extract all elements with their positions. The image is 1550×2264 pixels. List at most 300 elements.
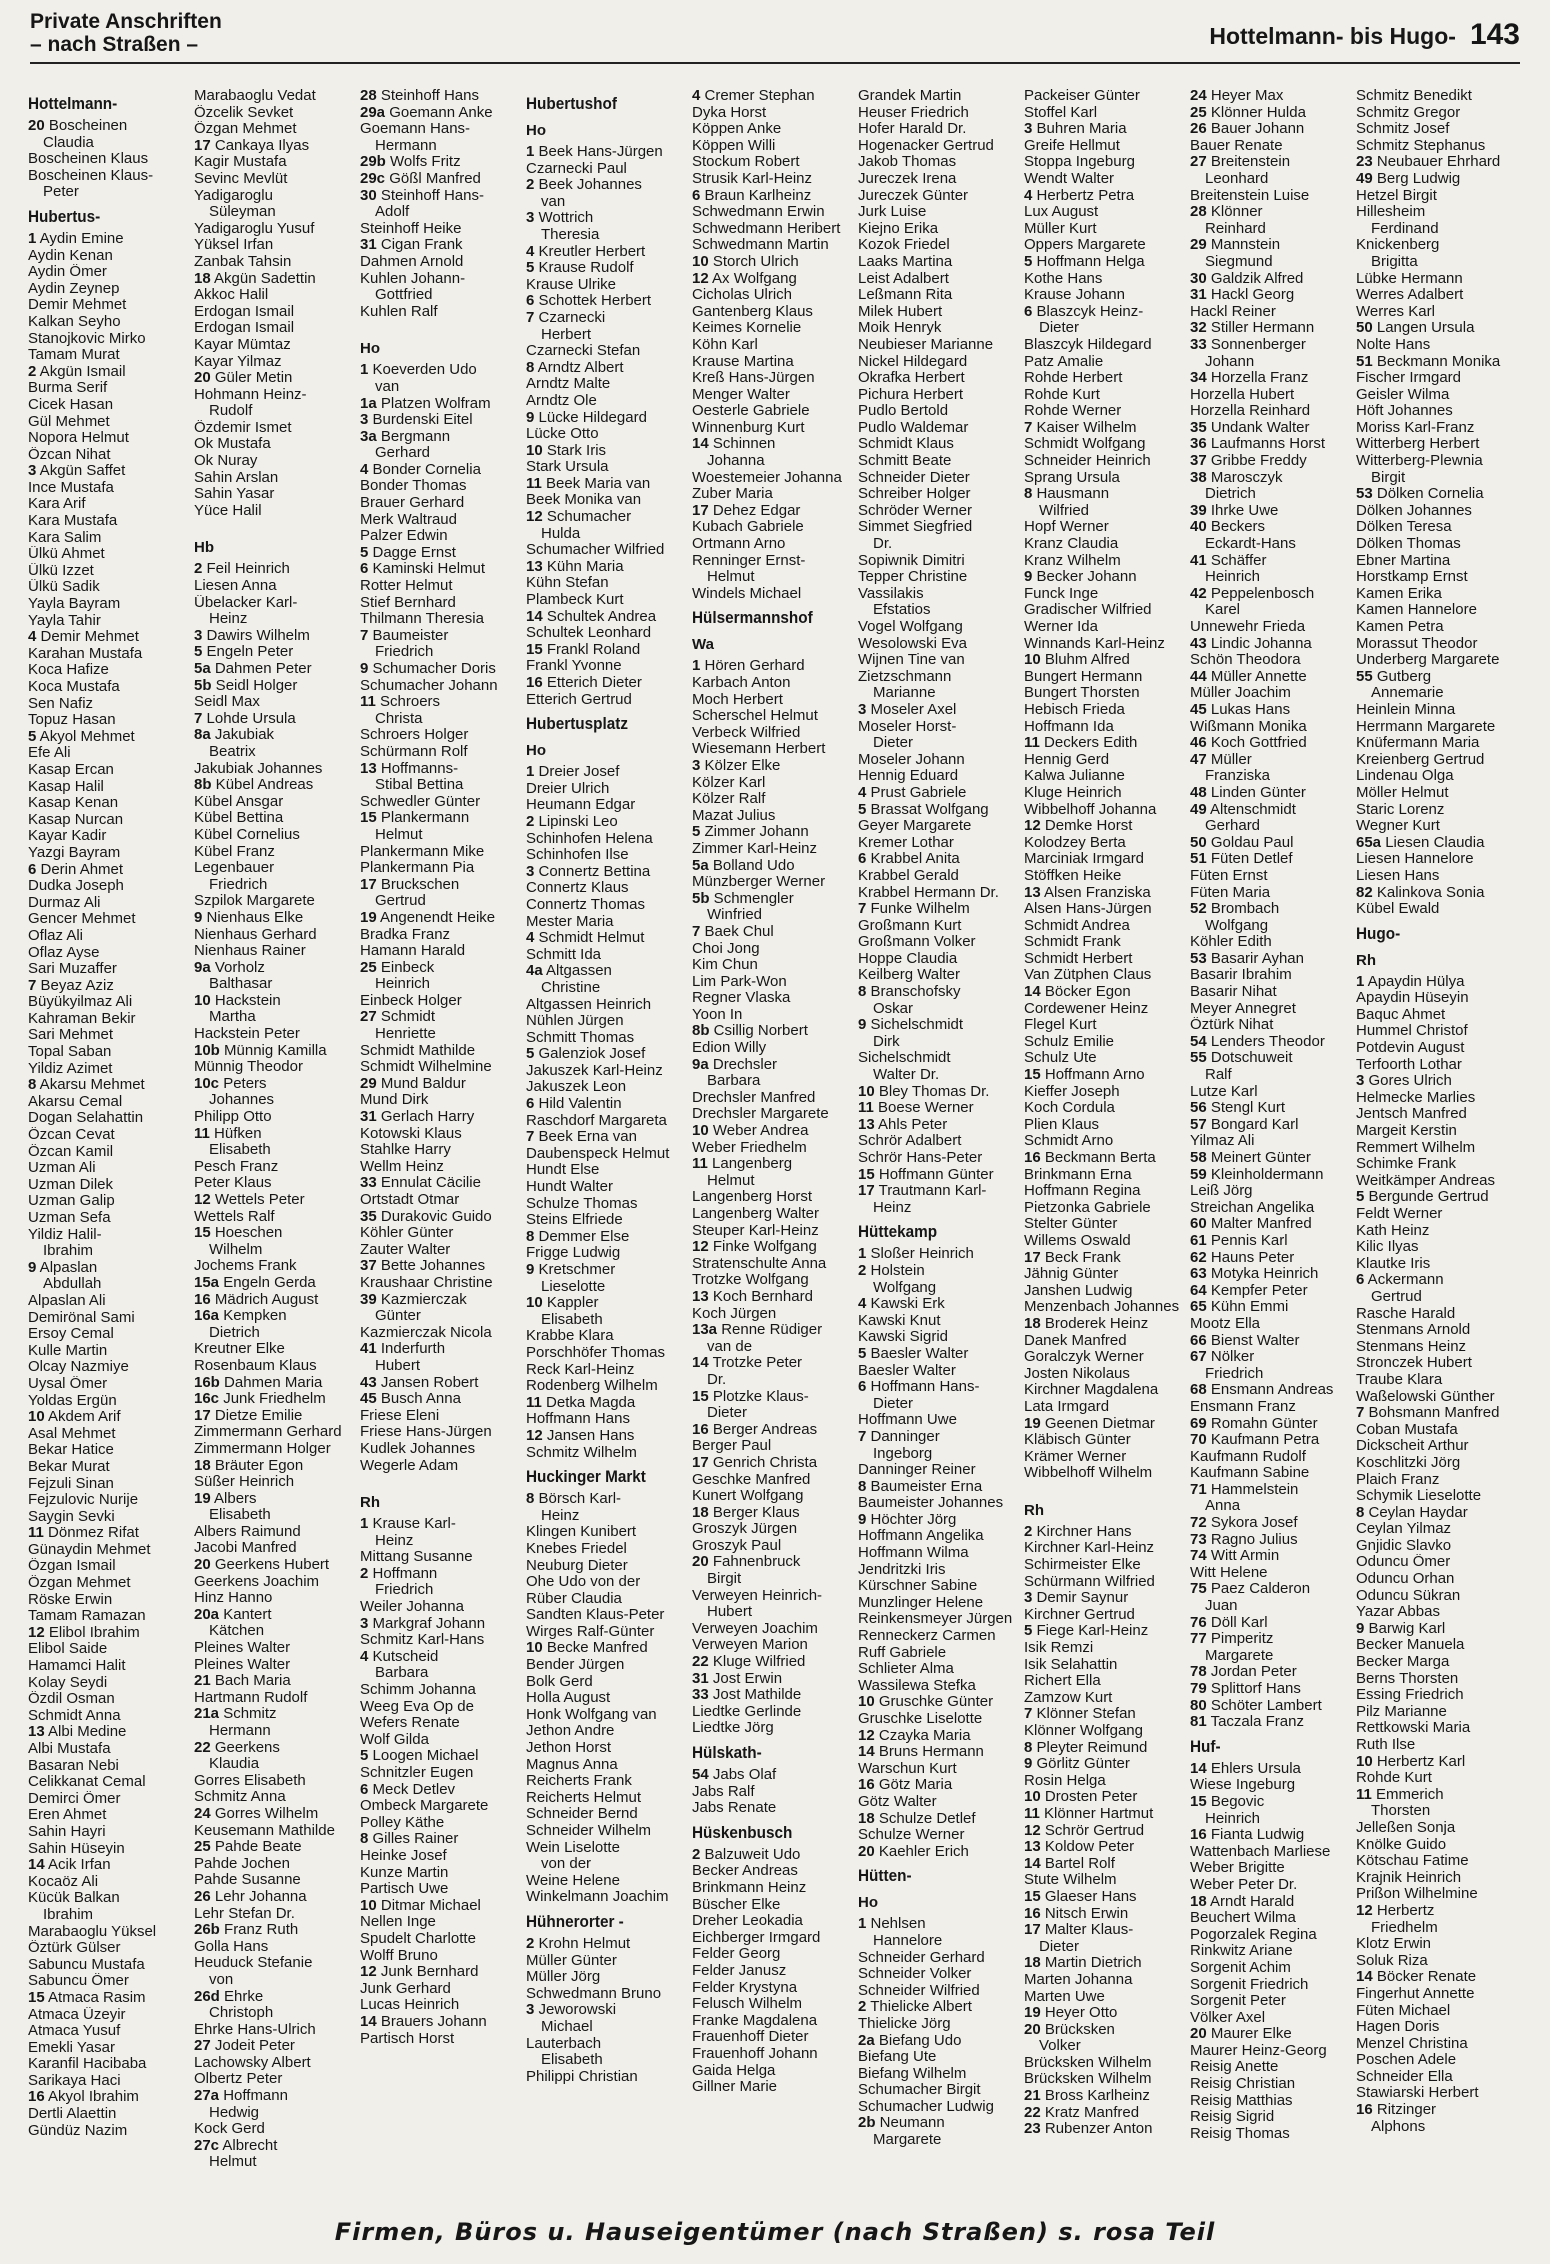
resident-entry: [1190, 851, 1352, 868]
resident-entry: Hennig Eduard: [858, 768, 959, 785]
resident-entry: Fejzuli Sinan: [28, 1475, 114, 1492]
resident-entry: [1024, 1150, 1186, 1167]
resident-entry: [360, 761, 522, 778]
resident-entry: Vassilakis: [858, 585, 924, 602]
entry-continuation: Theresia: [541, 226, 600, 243]
resident-entry: Dreher Leokadia: [692, 1913, 803, 1930]
resident-entry: Holla August: [526, 1690, 611, 1707]
resident-entry: Kübel Ewald: [1356, 901, 1440, 918]
house-number: 66: [1190, 1332, 1207, 1349]
resident-name: Akgün Ismail: [36, 363, 126, 380]
resident-entry: Kiejno Erika: [858, 220, 939, 237]
resident-entry: Funck Inge: [1024, 585, 1099, 602]
resident-entry: Ceylan Yilmaz: [1356, 1521, 1452, 1538]
resident-name: Kantert: [219, 1606, 272, 1623]
house-number: 51: [1190, 851, 1207, 868]
house-number: 9: [526, 1262, 535, 1278]
resident-entry: Grandek Martin: [858, 88, 962, 104]
resident-entry: [1024, 818, 1186, 835]
resident-entry: Kluge Heinrich: [1024, 784, 1122, 801]
resident-entry: Dölken Teresa: [1356, 519, 1452, 536]
resident-name: Burdenski Eitel: [368, 412, 473, 429]
resident-entry: Pichura Herbert: [858, 386, 964, 403]
resident-entry: Simmet Siegfried: [858, 519, 973, 536]
resident-entry: Kara Arif: [28, 496, 86, 513]
house-number: 10c: [194, 1075, 220, 1092]
resident-entry: Kunert Wolfgang: [692, 1488, 804, 1505]
entry-continuation: van: [375, 378, 400, 395]
house-number: 64: [1190, 1282, 1207, 1299]
resident-entry: Schmidt Anna: [28, 1707, 121, 1724]
house-number: 61: [1190, 1232, 1207, 1249]
resident-name: Gutberg: [1372, 668, 1432, 685]
resident-name: Geenen Dietmar: [1040, 1415, 1155, 1432]
resident-entry: [692, 436, 854, 453]
resident-name: Akgün Sadettin: [210, 270, 316, 287]
resident-entry: Isik Selahattin: [1024, 1656, 1118, 1673]
resident-entry: Weber Friedhelm: [692, 1139, 807, 1156]
resident-entry: [692, 1057, 854, 1074]
resident-entry: Koca Hafize: [28, 662, 109, 679]
house-number: 7: [1356, 1405, 1365, 1422]
resident-entry: Rinkwitz Ariane: [1190, 1943, 1293, 1960]
entry-continuation: Herbert: [541, 326, 592, 343]
resident-name: Schöter Lambert: [1206, 1697, 1322, 1714]
resident-entry: Drechsler Margarete: [692, 1106, 829, 1123]
resident-name: Junk Friedhelm: [219, 1391, 326, 1408]
house-number: 14: [858, 1744, 875, 1761]
entry-continuation: Gertrud: [1371, 1288, 1422, 1305]
resident-entry: Füten Maria: [1190, 884, 1271, 901]
house-number: 65: [1190, 1299, 1207, 1316]
house-number: 5: [360, 1748, 369, 1765]
resident-entry: Kölzer Ralf: [692, 791, 766, 808]
resident-entry: Büscher Elke: [692, 1896, 781, 1913]
resident-entry: Schmidt Wolfgang: [1024, 436, 1146, 453]
resident-entry: [1356, 171, 1518, 188]
resident-entry: [360, 429, 522, 446]
resident-name: Dagge Ernst: [368, 544, 456, 561]
resident-name: Storch Ulrich: [708, 253, 799, 270]
resident-entry: [28, 118, 190, 135]
resident-entry: [692, 858, 854, 875]
resident-entry: [1190, 1266, 1352, 1283]
resident-entry: [1190, 1233, 1352, 1250]
resident-entry: Kübel Cornelius: [194, 826, 300, 843]
resident-name: Kaufmann Petra: [1206, 1432, 1320, 1449]
directory-column-6: [858, 88, 1024, 2213]
resident-entry: Schmitz Benedikt: [1356, 88, 1472, 104]
house-number: 14: [692, 1355, 709, 1372]
resident-entry: [526, 764, 688, 781]
resident-name: Baumeister: [368, 627, 449, 644]
resident-entry: Wibbelhoff Wilhelm: [1024, 1465, 1153, 1482]
resident-entry: Wolf Gilda: [360, 1731, 429, 1748]
resident-name: Engeln Gerda: [219, 1274, 316, 1291]
resident-entry: Regner Vlaska: [692, 990, 791, 1007]
resident-entry: Sprang Ursula: [1024, 469, 1120, 486]
resident-name: Becker Johann: [1032, 569, 1137, 586]
resident-entry: Kamen Erika: [1356, 585, 1442, 602]
entry-continuation: Ralf: [1205, 1067, 1232, 1084]
resident-entry: Nühlen Jürgen: [526, 1013, 624, 1030]
entry-continuation: Rudolf: [209, 403, 253, 420]
resident-entry: [28, 729, 190, 746]
resident-entry: Schneider Volker: [858, 1966, 972, 1983]
resident-entry: Schymik Lieselotte: [1356, 1488, 1482, 1505]
house-number: 16: [1190, 1827, 1207, 1844]
resident-name: Sonnenberger: [1206, 336, 1306, 353]
house-number: 7: [858, 1428, 867, 1445]
resident-entry: Schmidt Herbert: [1024, 950, 1133, 967]
house-number: 46: [1190, 735, 1207, 752]
house-number: 4: [858, 784, 867, 801]
resident-entry: [194, 711, 356, 728]
resident-entry: Eichberger Irmgard: [692, 1929, 821, 1946]
resident-entry: Kulle Martin: [28, 1342, 108, 1359]
resident-entry: [1356, 1621, 1518, 1638]
resident-entry: [360, 362, 522, 379]
entry-continuation: Walter Dr.: [873, 1067, 940, 1084]
resident-entry: [194, 777, 356, 794]
resident-name: Dahmen Peter: [210, 661, 312, 677]
resident-entry: Schneider Bernd: [526, 1806, 638, 1823]
resident-entry: Gorres Elisabeth: [194, 1772, 306, 1789]
house-number: 49: [1190, 801, 1207, 818]
resident-entry: Philipp Otto: [194, 1109, 272, 1126]
resident-name: Füten Detlef: [1206, 851, 1293, 868]
resident-entry: [360, 1391, 522, 1408]
resident-entry: Gül Mehmet: [28, 413, 110, 430]
resident-entry: Reisig Thomas: [1190, 2125, 1290, 2142]
resident-entry: [692, 1422, 854, 1439]
street-heading: Hüttekamp: [858, 1222, 938, 1242]
street-heading: Hugo-: [1356, 923, 1401, 943]
resident-name: Schrör Gertrud: [1040, 1822, 1145, 1839]
resident-entry: [28, 1260, 190, 1277]
resident-entry: [1190, 1615, 1352, 1632]
resident-entry: Keimes Kornelie: [692, 320, 802, 337]
resident-name: Steinhoff Hans: [376, 88, 479, 104]
resident-entry: [1190, 237, 1352, 254]
resident-entry: Jakuszek Leon: [526, 1079, 627, 1096]
resident-entry: Köhler Edith: [1190, 934, 1272, 951]
resident-name: Plotzke Klaus-: [708, 1388, 809, 1405]
resident-entry: Menzenbach Johannes: [1024, 1299, 1180, 1316]
resident-entry: Schmitz Wilhelm: [526, 1444, 637, 1461]
resident-entry: Knölke Guido: [1356, 1836, 1447, 1853]
resident-entry: Traube Klara: [1356, 1371, 1443, 1388]
resident-name: Bluhm Alfred: [1040, 652, 1130, 669]
resident-name: Bruckschen: [376, 876, 460, 893]
resident-name: Beck Frank: [1040, 1249, 1121, 1266]
house-number: 16: [692, 1421, 709, 1438]
resident-entry: Hofer Harald Dr.: [858, 121, 967, 138]
resident-name: Berg Ludwig: [1372, 170, 1461, 187]
entry-continuation: Henriette: [375, 1026, 436, 1043]
resident-entry: Breitenstein Luise: [1190, 187, 1310, 204]
entry-continuation: Heinrich: [1205, 569, 1261, 586]
resident-entry: Dölken Thomas: [1356, 536, 1461, 553]
resident-entry: Kamen Petra: [1356, 619, 1444, 635]
house-number: 12: [1024, 818, 1041, 835]
house-number: 32: [1190, 320, 1207, 337]
page-header: [30, 10, 1520, 64]
resident-entry: [1190, 1794, 1352, 1811]
house-number: 17: [194, 137, 211, 154]
resident-entry: Sahin Arslan: [194, 469, 279, 486]
house-number: 10: [526, 1295, 543, 1312]
house-number: 3: [858, 701, 867, 718]
entry-continuation: Hubert: [375, 1357, 421, 1374]
resident-name: Hackstein: [210, 992, 281, 1009]
resident-entry: [1024, 1067, 1186, 1084]
resident-name: Einbeck: [376, 959, 435, 976]
house-number: 72: [1190, 1515, 1207, 1532]
house-number: 16c: [194, 1391, 220, 1408]
resident-name: Jakubiak: [210, 727, 275, 744]
resident-name: Cigan Frank: [376, 237, 463, 254]
resident-name: Kempken: [219, 1308, 287, 1325]
resident-entry: [692, 1671, 854, 1688]
resident-entry: Oduncu Ömer: [1356, 1554, 1451, 1571]
resident-name: Baesler Walter: [866, 1345, 969, 1362]
resident-entry: [1024, 1623, 1186, 1640]
resident-entry: Jureczek Günter: [858, 187, 969, 204]
resident-entry: [1356, 2102, 1518, 2119]
house-number: 9a: [692, 1056, 709, 1073]
resident-entry: Plambeck Kurt: [526, 592, 624, 609]
resident-entry: Werres Karl: [1356, 303, 1435, 320]
resident-entry: Fejzulovic Nurije: [28, 1492, 139, 1509]
resident-name: Schäffer: [1206, 552, 1267, 569]
directory-column-3: [360, 88, 526, 2213]
resident-entry: Erdogan Ismail: [194, 303, 295, 320]
resident-name: Akyol Mehmet: [36, 728, 135, 745]
resident-entry: Thilmann Theresia: [360, 611, 484, 628]
directory-column-9: [1356, 88, 1522, 2213]
resident-entry: Pilz Marianne: [1356, 1703, 1447, 1720]
house-number: 26: [194, 1888, 211, 1905]
spacer: [360, 320, 522, 332]
resident-entry: Uzman Ali: [28, 1160, 96, 1177]
street-heading: Hütten-: [858, 1866, 912, 1886]
resident-name: Genrich Christa: [708, 1454, 818, 1471]
resident-name: Hüfken: [209, 1125, 262, 1142]
house-number: 28: [360, 88, 377, 104]
resident-name: Hoffmann: [368, 1565, 438, 1582]
house-number: 77: [1190, 1631, 1207, 1648]
house-number: 30: [360, 187, 377, 204]
house-number: 50: [1356, 320, 1373, 337]
resident-entry: Kagir Mustafa: [194, 154, 287, 171]
resident-name: Beek Erna van: [534, 1129, 637, 1146]
resident-entry: [194, 1126, 356, 1143]
house-number: 18: [194, 1457, 211, 1474]
house-number: 5: [858, 801, 867, 818]
resident-name: Aydin Emine: [36, 230, 124, 247]
district-code: Ho: [526, 742, 546, 760]
resident-entry: Kayar Mümtaz: [194, 336, 291, 353]
resident-name: Inderfurth: [376, 1341, 446, 1358]
resident-entry: Knüfermann Maria: [1356, 735, 1480, 752]
entry-continuation: Heinrich: [1205, 1810, 1261, 1827]
resident-name: Sykora Josef: [1206, 1515, 1298, 1532]
resident-entry: Schinhofen Ilse: [526, 847, 629, 864]
house-number: 15: [858, 1166, 875, 1183]
resident-entry: [194, 2038, 356, 2055]
house-number: 14: [360, 2013, 377, 2030]
resident-name: Jeworowski: [534, 2002, 617, 2019]
resident-entry: Rotter Helmut: [360, 578, 453, 595]
resident-name: Martin Dietrich: [1040, 1955, 1142, 1972]
house-number: 23: [1356, 154, 1373, 171]
resident-entry: Frauenhoff Dieter: [692, 2029, 809, 2046]
resident-entry: [194, 1076, 356, 1093]
resident-entry: Oppers Margarete: [1024, 237, 1146, 254]
resident-entry: [360, 561, 522, 578]
resident-entry: Patz Amalie: [1024, 353, 1104, 370]
resident-entry: Hopf Werner: [1024, 519, 1109, 536]
resident-entry: Sari Mehmet: [28, 1027, 114, 1044]
resident-entry: Schumacher Johann: [360, 677, 498, 694]
resident-entry: Topuz Hasan: [28, 712, 116, 729]
house-number: 8: [360, 1831, 369, 1848]
resident-name: Dawirs Wilhelm: [202, 627, 310, 644]
resident-entry: Schneider Wilfried: [858, 1982, 980, 1999]
resident-name: Taczala Franz: [1206, 1714, 1304, 1731]
house-number: 16: [526, 675, 543, 691]
house-number: 1: [692, 658, 701, 675]
house-number: 12: [692, 1239, 709, 1256]
resident-entry: Steins Elfriede: [526, 1212, 623, 1229]
resident-entry: [194, 370, 356, 387]
resident-entry: Remmert Wilhelm: [1356, 1139, 1476, 1156]
resident-name: Hild Valentin: [534, 1096, 622, 1113]
resident-name: Durakovic Guido: [376, 1208, 492, 1225]
resident-entry: [1356, 1189, 1518, 1206]
house-number: 17: [194, 1407, 211, 1424]
resident-entry: [1190, 1432, 1352, 1449]
house-number: 47: [1190, 751, 1207, 768]
resident-entry: Emekli Yasar: [28, 2039, 115, 2056]
resident-entry: [692, 88, 854, 105]
resident-entry: Magnus Anna: [526, 1756, 618, 1773]
spacer: [194, 519, 356, 531]
resident-entry: Reisig Matthias: [1190, 2092, 1293, 2109]
resident-entry: Biefang Ute: [858, 2049, 937, 2066]
entry-continuation: Helmut: [375, 826, 423, 843]
resident-entry: Rohde Kurt: [1356, 1770, 1432, 1787]
resident-name: Weber Andrea: [708, 1123, 809, 1140]
house-number: 53: [1356, 486, 1373, 503]
house-number: 29: [1190, 237, 1207, 254]
resident-name: Dietze Emilie: [210, 1407, 303, 1424]
resident-entry: Kranz Claudia: [1024, 536, 1119, 553]
resident-entry: [1356, 669, 1518, 686]
resident-entry: [28, 862, 190, 879]
resident-name: Breitenstein: [1206, 154, 1291, 171]
resident-name: Czayka Maria: [874, 1727, 971, 1744]
resident-entry: [692, 188, 854, 205]
resident-entry: Schmitt Beate: [858, 453, 952, 470]
entry-continuation: Volker: [1039, 2038, 1081, 2055]
resident-name: Trotzke Peter: [708, 1355, 803, 1372]
house-number: 31: [692, 1670, 709, 1687]
resident-entry: [692, 1554, 854, 1571]
resident-name: Stiller Hermann: [1206, 320, 1315, 337]
resident-entry: [360, 154, 522, 171]
resident-entry: Aydin Kenan: [28, 247, 113, 264]
directory-column-4: [526, 88, 692, 2213]
house-number: 7: [526, 1129, 535, 1146]
resident-entry: [1190, 1532, 1352, 1549]
resident-entry: Völker Axel: [1190, 2009, 1266, 2026]
page-range: [1209, 18, 1520, 52]
resident-entry: Schulz Ute: [1024, 1050, 1097, 1067]
resident-entry: Koch Cordula: [1024, 1100, 1115, 1117]
resident-name: Detka Magda: [541, 1394, 636, 1411]
resident-name: Bolland Udo: [708, 857, 795, 874]
resident-entry: Weine Helene: [526, 1872, 620, 1889]
resident-entry: Koca Mustafa: [28, 679, 120, 695]
house-number: 10: [692, 1123, 709, 1140]
resident-entry: [194, 1491, 356, 1508]
resident-entry: [692, 1767, 854, 1784]
resident-entry: Kazmierczak Nicola: [360, 1324, 492, 1341]
resident-entry: Dyka Horst: [692, 104, 767, 121]
resident-entry: Schmitt Ida: [526, 946, 602, 963]
resident-entry: [28, 1724, 190, 1741]
resident-name: Holstein: [866, 1262, 925, 1279]
resident-entry: [1024, 1590, 1186, 1607]
resident-entry: [1190, 1581, 1352, 1598]
resident-name: Kappler: [542, 1295, 599, 1312]
resident-name: Junk Bernhard: [376, 1964, 479, 1981]
resident-name: Loogen Michael: [368, 1748, 479, 1765]
resident-entry: [194, 628, 356, 645]
resident-entry: Edion Willy: [692, 1040, 767, 1057]
resident-entry: Lim Park-Won: [692, 973, 787, 990]
house-number: 7: [858, 901, 867, 918]
resident-entry: [360, 1566, 522, 1583]
resident-entry: Köppen Willi: [692, 137, 776, 154]
resident-entry: Connertz Klaus: [526, 880, 629, 897]
resident-name: Mädrich August: [210, 1291, 319, 1308]
resident-name: Beckmann Monika: [1372, 353, 1501, 370]
resident-name: Brassat Wolfgang: [866, 801, 989, 818]
resident-entry: Kübel Franz: [194, 843, 275, 860]
resident-entry: Schmidt Mathilde: [360, 1042, 476, 1059]
resident-name: Etterich Dieter: [542, 675, 642, 691]
resident-entry: Özcan Kamil: [28, 1143, 114, 1160]
resident-name: Boese Werner: [873, 1100, 974, 1117]
resident-name: Bartel Rolf: [1040, 1855, 1115, 1872]
house-number: 15: [692, 1388, 709, 1405]
house-number: 8: [526, 359, 535, 376]
resident-entry: Friese Hans-Jürgen: [360, 1424, 492, 1441]
resident-entry: Janshen Ludwig: [1024, 1282, 1133, 1299]
resident-name: Beek Johannes: [534, 177, 642, 194]
house-number: 19: [194, 1490, 211, 1507]
resident-entry: [1024, 569, 1186, 586]
resident-entry: [194, 1043, 356, 1060]
resident-entry: Reicherts Frank: [526, 1773, 632, 1790]
resident-entry: Langenberg Walter: [692, 1206, 820, 1222]
resident-entry: Röske Erwin: [28, 1591, 113, 1608]
resident-entry: Knebes Friedel: [526, 1540, 627, 1557]
resident-name: Barwig Karl: [1364, 1620, 1446, 1637]
